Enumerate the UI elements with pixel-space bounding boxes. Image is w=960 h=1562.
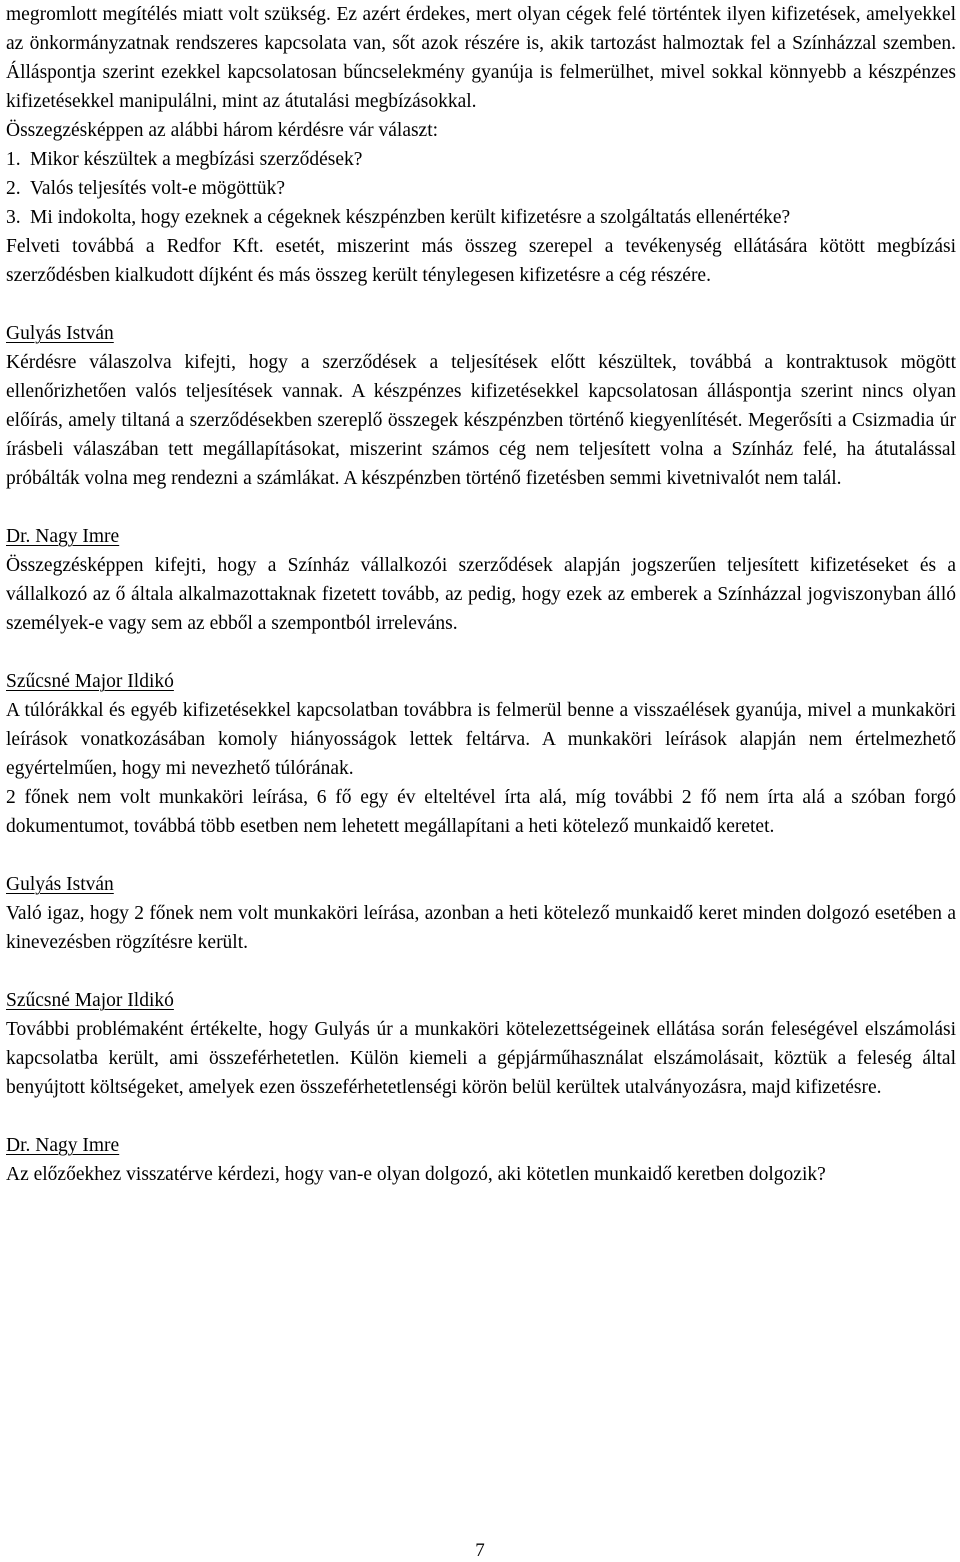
- speaker-section: [6, 522, 956, 638]
- speaker-section: [6, 870, 956, 957]
- document-page: [6, 0, 956, 1189]
- speaker-paragraph: Kérdésre válaszolva kifejti, hogy a szerződések a teljesítések előtt készültek, továbbá a kontraktusok mögött ellenőrizhetően valós teljesítések vannak. A készpénzes kifizetésekkel kapcsolatosan álláspontja szerint nincs olyan előírás, amely tiltaná a szerződésekben szereplő összegek készpénzben történő kiegyenlítését. Megerősíti a Csizmadia úr írásbeli válaszában tett megállapításokat, miszerint számos cég nem teljesített volna a Színház felé, ha átutalással próbálták volna meg rendezni a számlákat. A készpénzben történő fizetésben semmi kivetnivalót nem talál.: [6, 352, 956, 489]
- speaker-paragraph: Összegzésképpen kifejti, hogy a Színház vállalkozói szerződések alapján jogszerűen teljesített kifizetéseket és a vállalkozó az ő általa alkalmazottaknak fizetett tovább, az pedig, hogy ezek az emberek a Színházzal jogviszonyban álló személyek-e vagy sem az ebből a szempontból irreleváns.: [6, 555, 956, 634]
- question-item: [6, 203, 956, 232]
- speaker-paragraph: 2 főnek nem volt munkaköri leírása, 6 fő egy év elteltével írta alá, míg további 2 fő nem írta alá a szóban forgó dokumentumot, továbbá több esetben nem lehetett megállapítani a heti kötelező munkaidő keretet.: [6, 787, 956, 837]
- spacer: [6, 957, 956, 986]
- speaker-name: Dr. Nagy Imre: [6, 1135, 120, 1156]
- speaker-name: Szűcsné Major Ildikó: [6, 671, 174, 692]
- speaker-paragraph: A túlórákkal és egyéb kifizetésekkel kapcsolatban továbbra is felmerül benne a visszaélések gyanúja, mivel a munkaköri leírások vonatkozásában komoly hiányosságok lettek feltárva. A munkaköri leírások alapján nem értelmezhető egyértelműen, hogy mi nevezhető túlórának.: [6, 700, 956, 779]
- spacer: [6, 290, 956, 319]
- spacer: [6, 1102, 956, 1131]
- spacer: [6, 493, 956, 522]
- speaker-paragraph: Az előzőekhez visszatérve kérdezi, hogy van-e olyan dolgozó, aki kötetlen munkaidő keretben dolgozik?: [6, 1164, 826, 1185]
- speaker-paragraph: Való igaz, hogy 2 főnek nem volt munkaköri leírása, azonban a heti kötelező munkaidő keret minden dolgozó esetében a kinevezésben rögzítésre került.: [6, 903, 956, 953]
- intro-redfor-paragraph: Felveti továbbá a Redfor Kft. esetét, miszerint más összeg szerepel a tevékenység ellátására kötött megbízási szerződésben kialkudott díjként és más összeg került ténylegesen kifizetésre a cég részére.: [6, 236, 956, 286]
- speaker-name: Gulyás István: [6, 874, 114, 895]
- speaker-paragraph: További problémaként értékelte, hogy Gulyás úr a munkaköri kötelezettségeinek ellátása során feleségével elszámolási kapcsolatba került, ami összeférhetetlen. Külön kiemeli a gépjárműhasználat elszámolásait, köztük a feleség által benyújtott költségeket, amelyek ezen összeférhetetlenségi körön belül kerültek utalványozásra, majd kifizetésre.: [6, 1019, 956, 1098]
- speaker-section: [6, 667, 956, 841]
- question-list: [6, 145, 956, 232]
- question-number: 1.: [6, 149, 21, 170]
- intro-question-lead: Összegzésképpen az alábbi három kérdésre vár választ:: [6, 120, 439, 141]
- page-number: 7: [475, 1540, 485, 1561]
- spacer: [6, 841, 956, 870]
- question-number: 2.: [6, 178, 21, 199]
- question-item: [6, 145, 956, 174]
- intro-paragraph: megromlott megítélés miatt volt szükség. Ez azért érdekes, mert olyan cégek felé történtek ilyen kifizetések, amelyekkel az önkormányzatnak rendszeres kapcsolata van, sőt azok részére is, akik tartozást halmoztak fel a Színházzal szemben. Álláspontja szerint ezekkel kapcsolatosan bűncselekmény gyanúja is felmerülhet, mivel sokkal könnyebb a készpénzes kifizetésekkel manipulálni, mint az átutalási megbízásokkal.: [6, 4, 956, 112]
- spacer: [6, 638, 956, 667]
- speaker-name: Szűcsné Major Ildikó: [6, 990, 174, 1011]
- speaker-section: [6, 986, 956, 1102]
- question-item: [6, 174, 956, 203]
- question-text: Mikor készültek a megbízási szerződések?: [30, 149, 363, 170]
- speaker-section: [6, 1131, 956, 1189]
- speaker-section: [6, 319, 956, 493]
- question-text: Mi indokolta, hogy ezeknek a cégeknek készpénzben került kifizetésre a szolgáltatás ellenértéke?: [30, 207, 791, 228]
- question-number: 3.: [6, 207, 21, 228]
- speaker-name: Gulyás István: [6, 323, 114, 344]
- question-text: Valós teljesítés volt-e mögöttük?: [30, 178, 286, 199]
- speaker-name: Dr. Nagy Imre: [6, 526, 120, 547]
